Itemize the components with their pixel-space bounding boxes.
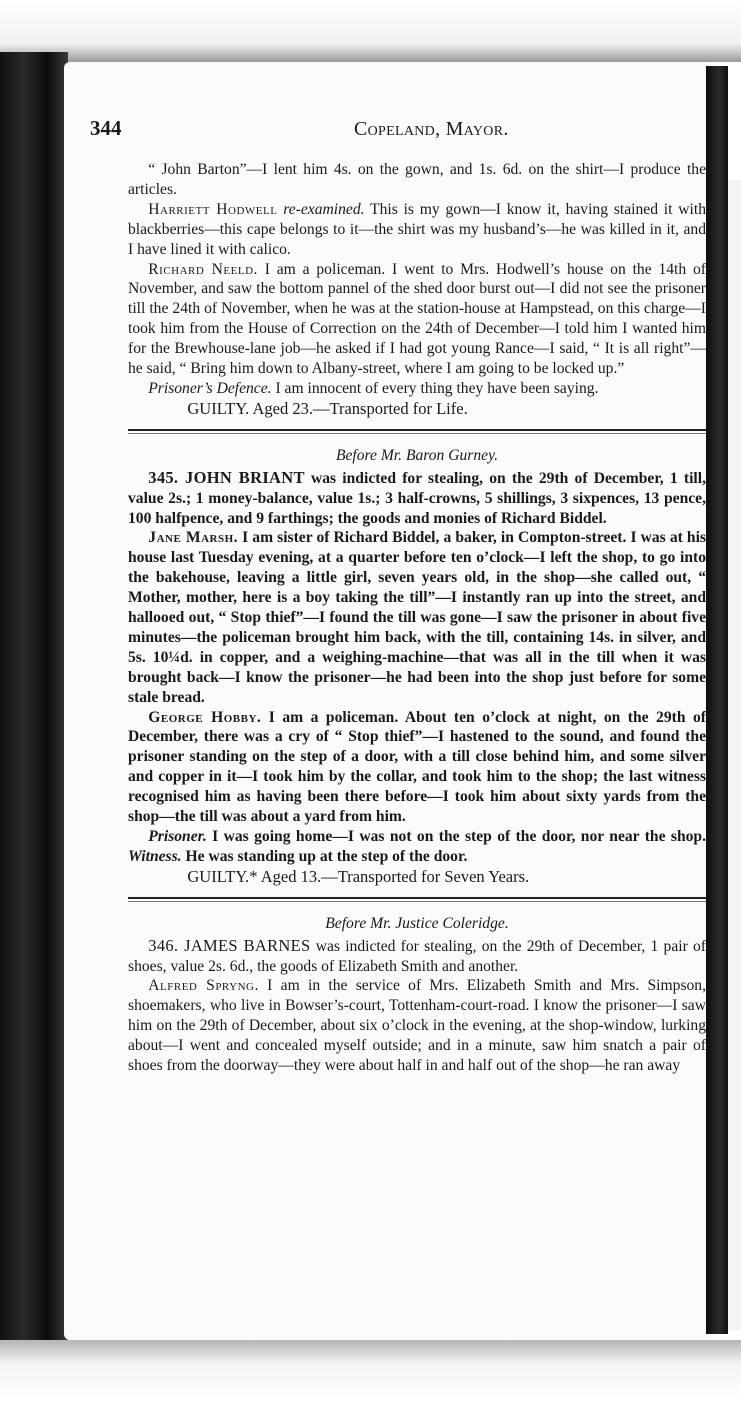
running-head <box>90 116 590 150</box>
section-divider <box>128 897 706 902</box>
running-title: Copeland, Mayor. <box>354 118 509 140</box>
indictment-346: 346. JAMES BARNES was indicted for stealing, on the 29th of December, 1 pair of shoes, value 2s. 6d., the goods of Elizabeth Smith and another. <box>128 935 706 975</box>
speaker-name: Richard Neeld. <box>148 260 258 278</box>
page-gutter-edge <box>706 66 728 1334</box>
paragraph-marsh: Jane Marsh. I am sister of Richard Biddel, a baker, in Compton-street. I was at his house last Tuesday evening, at a quarter before ten o’clock—I left the shop, to go into the bakehouse, leaving a little girl, seven years old, in the shop—she called out, “ Mother, mother, here is a boy taking the till”—I instantly ran up into the street, and hallooed out, “ Stop thief”—I found the till was gone—I saw the prisoner in about five minutes—the policeman brought him back, with the till, containing 14s. in silver, and 5s. 10¼d. in copper, and a weighing-machine—that was all in the till when it was brought back—I know the prisoner—he had been into the shop just before for some stale bread. <box>128 529 706 706</box>
scan-top-margin <box>0 0 741 62</box>
case-title: 345. JOHN BRIANT <box>148 467 305 487</box>
paragraph-hobby: George Hobby. I am a policeman. About ten o’clock at night, on the 29th of December, there was a cry of “ Stop thief”—I hastened to the sound, and found the prisoner standing on the step of a door, with a till close behind him, and some silver and copper in it—I took him by the collar, and took him to the shop; the last witness recognised him as having been there before—I took him about sixty yards from the shop—the till was about a yard from him. <box>128 708 706 826</box>
section-divider <box>128 429 706 434</box>
judge-heading: Before Mr. Justice Coleridge. <box>325 914 509 932</box>
verdict-343: GUILTY. Aged 23.—Transported for Life. <box>187 398 468 418</box>
paragraph-prisoner: Prisoner. I was going home—I was not on the step of the door, nor near the shop. Witness. He was standing up at the step of the door. <box>128 828 706 865</box>
case-346-section <box>128 914 706 1076</box>
case-title: 346. JAMES BARNES <box>148 935 311 955</box>
speaker-name: Jane Marsh. <box>148 529 239 547</box>
paragraph-hodwell: Harriett Hodwell re-examined. This is my gown—I know it, having stained it with blackberries—this cape belongs to it—the shirt was my husband’s—he was killed in it, and I have lined it with calico. <box>128 200 706 258</box>
page-number: 344 <box>90 116 122 140</box>
speaker-name: Alfred Spryng. <box>148 977 259 995</box>
book-spine-edge <box>0 52 68 1352</box>
paragraph-barton: “ John Barton”—I lent him 4s. on the gown, and 1s. 6d. on the shirt—I produce the articles. <box>128 161 706 198</box>
indictment-345: 345. JOHN BRIANT was indicted for stealing, on the 29th of December, 1 till, value 2s.; 1 money-balance, value 1s.; 3 half-crowns, 5 shillings, 3 sixpences, 13 pence, 100 halfpence, and 9 farthings; the goods and monies of Richard Biddel. <box>128 467 706 527</box>
speaker-name: Harriett Hodwell <box>148 200 278 218</box>
case-345-section <box>128 446 706 887</box>
paragraph-neeld: Richard Neeld. I am a policeman. I went to Mrs. Hodwell’s house on the 14th of November, and saw the bottom pannel of the shed door burst out—I did not see the prisoner till the 24th of November, when he was at the station-house at Hampstead, on this charge—I took him from the House of Correction on the 24th of December—I told him I wanted him for the Brewhouse-lane job—he asked if I had got young Rance—I said, “ It is all right”—he said, “ Bring him down to Albany-street, where I am going to be locked up.” <box>128 260 706 378</box>
speaker-name: George Hobby. <box>148 708 262 726</box>
scan-bottom-margin <box>0 1340 741 1401</box>
judge-heading: Before Mr. Baron Gurney. <box>335 446 499 464</box>
paragraph-spryng: Alfred Spryng. I am in the service of Mrs. Elizabeth Smith and Mrs. Simpson, shoemakers, who live in Bowser’s-court, Tottenham-court-road. I know the prisoner—I saw him on the 29th of December, about six o’clock in the evening, at the shop-window, lurking about—I went and concealed myself outside; and in a minute, saw him snatch a pair of shoes from the doorway—they were about half in and half out of the shop—he ran away <box>128 977 706 1075</box>
verdict-345: GUILTY.* Aged 13.—Transported for Seven Years. <box>187 866 530 886</box>
page-body <box>128 160 706 1076</box>
adjacent-page-strip <box>728 180 741 1330</box>
paragraph-defence: Prisoner’s Defence. I am innocent of every thing they have been saying. <box>148 379 599 397</box>
